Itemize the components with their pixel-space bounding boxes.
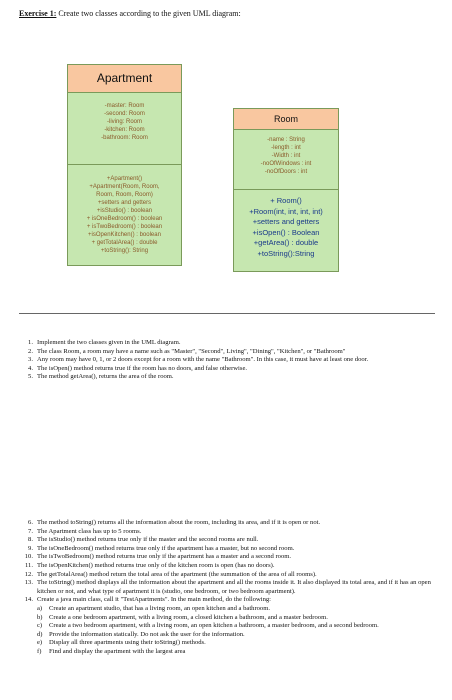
- uml-attribute: -second: Room: [104, 111, 145, 117]
- uml-class-room: [233, 108, 339, 272]
- list-item: 1. Implement the two classes given in the UML diagram.: [28, 339, 181, 346]
- uml-attribute: -length : int: [271, 145, 301, 151]
- sub-list-item: d) Provide the information statically. Do not ask the user for the information.: [37, 630, 245, 638]
- uml-attribute: -name : String: [267, 137, 305, 143]
- exercise-heading: [19, 9, 241, 18]
- uml-class-name: Apartment: [68, 65, 181, 93]
- uml-operation: +Room(int, int, int, int): [249, 206, 323, 216]
- list-item: 9. The isOneBedroom() method returns true only if the apartment has a master, but no second room.: [28, 544, 295, 552]
- list-item: 10. The isTwoBedroom() method returns true only if the apartment has a master and a second room.: [24, 553, 292, 561]
- uml-operation: +setters and getters: [97, 200, 152, 206]
- list-item: 12. The getTotalArea() method return the total area of the apartment (the summation of the area of all rooms).: [24, 570, 317, 578]
- uml-operation: + isOneBedroom() : boolean: [86, 216, 163, 222]
- uml-operation: +toString():String: [257, 248, 315, 258]
- uml-attributes: [68, 93, 181, 165]
- uml-attribute: -living: Room: [106, 119, 142, 125]
- list-item: 4. The isOpen() method returns true if the room has no doors, and false otherwise.: [28, 364, 248, 372]
- uml-attribute: -noOfWindows : int: [260, 161, 312, 167]
- uml-operation: +Apartment(Room, Room,: [89, 184, 160, 190]
- section-divider: [19, 313, 435, 314]
- list-item: 14. Create a java main class, call it "TestApartments". In the main method, do the following:: [24, 596, 271, 604]
- list-item: 11. The isOpenKitchen() method returns true only of the kitchen room is open (has no doors).: [25, 561, 275, 569]
- uml-class-name: Room: [234, 109, 338, 130]
- list-item: 3. Any room may have 0, 1, or 2 doors except for a room with the name "Bathroom". In this case, it must have at least one door.: [28, 356, 369, 364]
- exercise-text: Create two classes according to the given UML diagram:: [58, 9, 241, 18]
- uml-operations: [234, 190, 338, 264]
- uml-attribute: -Width : int: [271, 153, 301, 159]
- uml-operation: + getTotalArea() : double: [91, 240, 158, 246]
- uml-operation: +isOpenKitchen() : boolean: [88, 232, 161, 238]
- sub-list-item: c) Create a two bedroom apartment, with a living room, an open kitchen a bathroom, a master bedroom, and a second bedroom.: [37, 622, 379, 630]
- uml-operation: + Room(): [270, 196, 302, 205]
- sub-list-item: e) Display all three apartments using their toString() methods.: [37, 639, 206, 647]
- uml-operation: +setters and getters: [252, 217, 320, 226]
- uml-attributes: [234, 130, 338, 190]
- uml-attribute: -noOfDoors : int: [264, 169, 308, 175]
- list-item: 2. The class Room, a room may have a name such as "Master", "Second", Living", "Dining", "Kitchen", or "Bathroom": [28, 347, 346, 355]
- uml-operation: +isStudio() : boolean: [96, 208, 153, 214]
- list-item: 13. The toString() method displays all the information about the apartment and all the rooms inside it. It also displayed its total area, and if it has an open kitchen or not, and what type of apartment it is (studio, one bedroom, or two bedroom apartment).: [24, 579, 431, 595]
- uml-operation: +toString(): String: [100, 248, 149, 254]
- uml-attribute: -bathroom: Room: [101, 135, 148, 141]
- uml-attribute: -master: Room: [104, 103, 145, 109]
- list-item: 5. The method getArea(), returns the area of the room.: [28, 373, 174, 381]
- uml-operation: + isTwoBedroom() : boolean: [86, 224, 163, 230]
- uml-operation: +Apartment(): [106, 176, 143, 182]
- sub-list-item: f) Find and display the apartment with the largest area: [37, 647, 186, 655]
- list-item: 6. The method toString() returns all the information about the room, including its area, and if it is open or not.: [28, 519, 321, 526]
- uml-operation: +getArea() : double: [253, 238, 319, 247]
- uml-class-apartment: [67, 64, 182, 266]
- sub-list-item: b) Create a one bedroom apartment, with a living room, a closed kitchen a bathroom, and a master bedroom.: [37, 613, 328, 621]
- exercise-label: Exercise 1:: [19, 9, 57, 18]
- uml-operations: [68, 165, 181, 260]
- uml-operation: Room, Room, Room): [96, 192, 153, 198]
- uml-operation: +isOpen() : Boolean: [252, 227, 320, 237]
- sub-list-item: a) Create an apartment studio, that has a living room, an open kitchen and a bathroom.: [37, 604, 271, 612]
- instructions-list-top: [18, 339, 438, 382]
- list-item: 8. The isStudio() method returns true only if the master and the second rooms are null.: [28, 536, 259, 544]
- instructions-list-bottom: [18, 519, 438, 657]
- list-item: 7. The Apartment class has up to 5 rooms.: [28, 527, 142, 535]
- uml-attribute: -kitchen: Room: [104, 127, 145, 133]
